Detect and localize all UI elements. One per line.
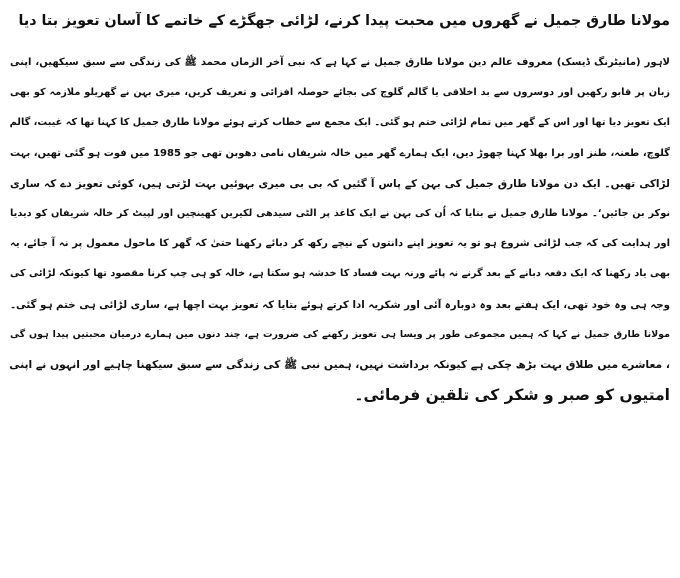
body-line: نوکر بن جائیں‘۔ مولانا طارق جمیل نے بتایا کہ اُن کی بہن نے ایک کاغذ پر الٹی سیدھی لکیریں کھینچیں اور لپیٹ کر خالہ شریفاں کو دیدیا [10,207,670,219]
article-headline: مولانا طارق جمیل نے گھروں میں محبت پیدا کرنے، لڑائی جھگڑے کے خاتمے کا آسان تعویز بتا دیا [18,13,670,29]
body-line: لڑاکی تھیں۔ ایک دن مولانا طارق جمیل کی بہن کے پاس آ گئیں کہ بی بی میری بہوئیں بہت لڑتی ہیں، کوئی تعویز دے کہ ساری [10,177,670,190]
body-line: بھی یاد رکھنا کہ ایک دفعہ دبانے کے بعد گرنے نہ پائے ورنہ بہت فساد کا خدشہ ہو سکتا ہے، خالہ کو ہی چپ کرنا مقصود تھا کیونکہ لڑائی کی [10,268,670,280]
body-line: گلوچ، طعنہ، طنز اور برا بھلا کہنا چھوڑ دیں، ایک ہمارے گھر میں خالہ شریفاں نامی دھوبن تھی جو 1985 میں فوت ہو گئی تھیں، بہت [10,147,670,159]
body-line: ایک تعویز دیا تھا اور اس کے گھر میں تمام لڑائی ختم ہو گئی۔ ایک مجمع سے خطاب کرتے ہوئے مولانا طارق جمیل کا کہنا تھا کہ غیبت، گالم [9,117,670,129]
news-article [10,0,670,578]
body-line: اور ہدایت کی کہ جب لڑائی شروع ہو تو یہ تعویز اپنے دانتوں کے نیچے رکھ کر دبائے رکھنا حتیٰ کہ گھر کا ماحول معمول پر نہ آ جائے، یہ [10,238,670,250]
article-body [10,48,670,410]
body-line: امتیوں کو صبر و شکر کی تلقین فرمائی۔ [354,386,670,405]
body-line: ، معاشرے میں طلاق بہت بڑھ چکی ہے کیونکہ برداشت نہیں، ہمیں نبی ﷺ کی زندگی سے سبق سیکھنا چاہیے اور انہوں نے اپنی [9,357,670,371]
body-line: لاہور (مانیٹرنگ ڈیسک) معروف عالم دین مولانا طارق جمیل نے کہا ہے کہ نبی آخر الزماں محمد ﷺ کی زندگی سے سبق سیکھیں، اپنی [10,57,670,68]
body-line: مولانا طارق جمیل نے کہا کہ ہمیں مجموعی طور پر ویسا ہی تعویز رکھنے کی ضرورت ہے، چند دنوں میں ہمارے درمیان محبتیں پیدا ہوں گی [10,328,670,340]
body-line: وجہ ہی وہ خود تھی، ایک ہفتے بعد وہ دوبارہ آئی اور شکریہ ادا کرتے ہوئے بتایا کہ تعویز بہت اچھا ہے، ساری لڑائی ہی ختم ہو گئی۔ [9,298,670,311]
body-line: زبان پر قابو رکھیں اور دوسروں سے بد اخلاقی یا گالم گلوچ کی بجائے حوصلہ افزائی و تعریف کریں، میری بہن نے گھریلو ملازمہ کو بھی [10,87,670,99]
